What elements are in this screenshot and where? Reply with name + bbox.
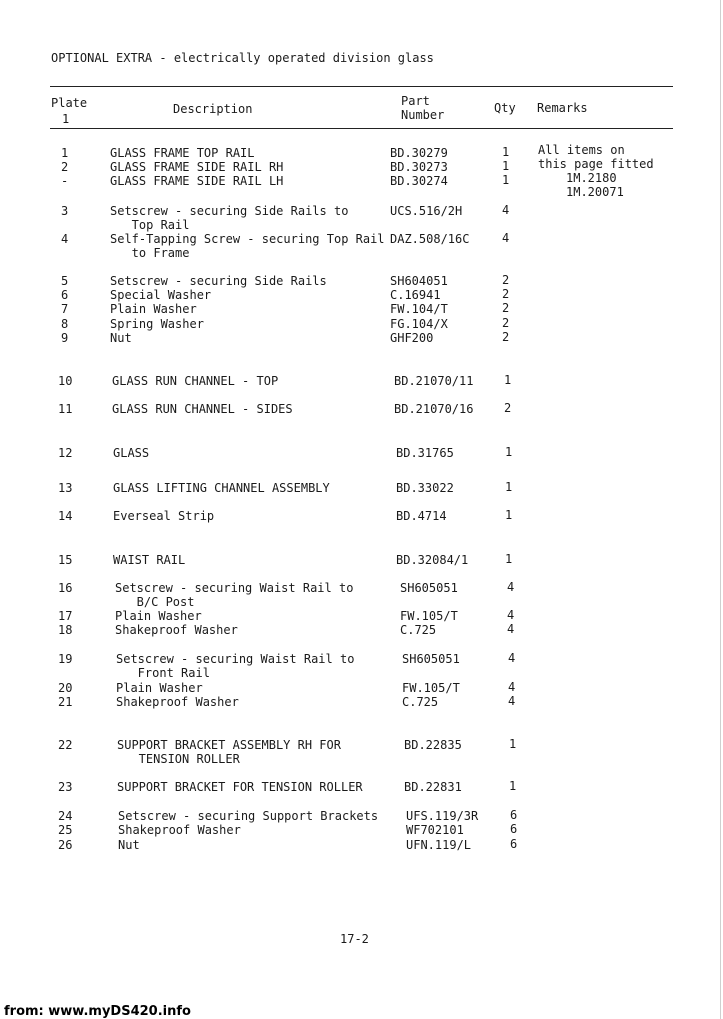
plate-number: 4 [61, 232, 69, 246]
description: Spring Washer [110, 317, 204, 331]
quantity: 4 [507, 608, 515, 622]
part-number: UCS.516/2H [390, 204, 463, 218]
plate-number: 18 [58, 623, 73, 637]
quantity: 1 [505, 480, 513, 494]
quantity: 4 [502, 203, 510, 217]
plate-number: 21 [58, 695, 73, 709]
plate-number: 22 [58, 738, 73, 752]
quantity: 1 [502, 159, 510, 173]
part-number: BD.22831 [404, 780, 462, 794]
plate-number: 3 [61, 204, 69, 218]
remarks-line: 1M.20071 [566, 185, 624, 199]
plate-number: 14 [58, 509, 73, 523]
description: GLASS FRAME SIDE RAIL LH [110, 174, 284, 188]
plate-number: 15 [58, 553, 73, 567]
part-number: BD.32084/1 [396, 553, 469, 567]
description: GLASS RUN CHANNEL - TOP [112, 374, 279, 388]
remarks-line: 1M.2180 [566, 171, 617, 185]
plate-number: 6 [61, 288, 69, 302]
description: Front Rail [116, 666, 210, 680]
header-part-number: Number [401, 108, 445, 122]
plate-number: 5 [61, 274, 69, 288]
description: Setscrew - securing Side Rails to [110, 204, 349, 218]
description: WAIST RAIL [113, 553, 186, 567]
header-part: Part [401, 94, 430, 108]
description: Shakeproof Washer [116, 695, 239, 709]
quantity: 4 [502, 231, 510, 245]
quantity: 2 [502, 273, 510, 287]
description: Self-Tapping Screw - securing Top Rail [110, 232, 385, 246]
part-number: FW.104/T [390, 302, 448, 316]
part-number: SH605051 [402, 652, 460, 666]
plate-number: 1 [61, 146, 69, 160]
quantity: 1 [505, 445, 513, 459]
quantity: 1 [504, 373, 512, 387]
plate-number: 11 [58, 402, 73, 416]
header-plate: Plate [51, 96, 88, 110]
plate-number: 25 [58, 823, 73, 837]
remarks-line: this page fitted [538, 157, 654, 171]
plate-number: 20 [58, 681, 73, 695]
part-number: C.16941 [390, 288, 441, 302]
part-number: BD.21070/11 [394, 374, 474, 388]
header-remarks: Remarks [537, 101, 588, 115]
part-number: FW.105/T [402, 681, 460, 695]
part-number: FG.104/X [390, 317, 448, 331]
description: GLASS FRAME SIDE RAIL RH [110, 160, 284, 174]
part-number: GHF200 [390, 331, 434, 345]
description: GLASS LIFTING CHANNEL ASSEMBLY [113, 481, 330, 495]
quantity: 2 [502, 316, 510, 330]
plate-number: 17 [58, 609, 73, 623]
part-number: BD.22835 [404, 738, 462, 752]
part-number: FW.105/T [400, 609, 458, 623]
quantity: 6 [510, 822, 518, 836]
quantity: 1 [509, 779, 517, 793]
description: Nut [110, 331, 132, 345]
description: Everseal Strip [113, 509, 215, 523]
description: GLASS RUN CHANNEL - SIDES [112, 402, 293, 416]
part-number: BD.21070/16 [394, 402, 474, 416]
page-edge [720, 0, 721, 1019]
part-number: DAZ.508/16C [390, 232, 470, 246]
quantity: 1 [505, 552, 513, 566]
quantity: 1 [502, 145, 510, 159]
description: Shakeproof Washer [115, 623, 238, 637]
quantity: 1 [505, 508, 513, 522]
plate-number: 13 [58, 481, 73, 495]
part-number: UFN.119/L [406, 838, 472, 852]
quantity: 2 [502, 287, 510, 301]
description: Plain Washer [115, 609, 202, 623]
description: SUPPORT BRACKET ASSEMBLY RH FOR [117, 738, 341, 752]
description: Plain Washer [116, 681, 203, 695]
part-number: WF702101 [406, 823, 464, 837]
quantity: 1 [509, 737, 517, 751]
part-number: BD.30274 [390, 174, 448, 188]
description: to Frame [110, 246, 190, 260]
part-number: C.725 [400, 623, 437, 637]
plate-number: 12 [58, 446, 73, 460]
plate-number: 23 [58, 780, 73, 794]
quantity: 2 [502, 301, 510, 315]
description: GLASS FRAME TOP RAIL [110, 146, 255, 160]
plate-number: 26 [58, 838, 73, 852]
header-description: Description [173, 102, 253, 116]
plate-number: 8 [61, 317, 69, 331]
plate-number: 2 [61, 160, 69, 174]
quantity: 4 [508, 651, 516, 665]
part-number: BD.31765 [396, 446, 454, 460]
header-rule-bottom [50, 128, 673, 129]
plate-number: - [61, 174, 69, 188]
part-number: SH605051 [400, 581, 458, 595]
quantity: 4 [507, 580, 515, 594]
description: SUPPORT BRACKET FOR TENSION ROLLER [117, 780, 363, 794]
page-title: OPTIONAL EXTRA - electrically operated division glass [51, 51, 434, 65]
plate-number: 7 [61, 302, 69, 316]
plate-number: 24 [58, 809, 73, 823]
description: Special Washer [110, 288, 212, 302]
quantity: 6 [510, 808, 518, 822]
part-number: SH604051 [390, 274, 448, 288]
description: Setscrew - securing Side Rails [110, 274, 327, 288]
quantity: 1 [502, 173, 510, 187]
remarks-line: All items on [538, 143, 625, 157]
quantity: 4 [508, 680, 516, 694]
part-number: C.725 [402, 695, 439, 709]
header-rule-top [50, 86, 673, 87]
part-number: BD.33022 [396, 481, 454, 495]
part-number: UFS.119/3R [406, 809, 479, 823]
description: Setscrew - securing Waist Rail to [116, 652, 355, 666]
quantity: 2 [502, 330, 510, 344]
part-number: BD.4714 [396, 509, 447, 523]
quantity: 2 [504, 401, 512, 415]
description: GLASS [113, 446, 150, 460]
header-plate-number: 1 [62, 112, 70, 126]
description: B/C Post [115, 595, 195, 609]
plate-number: 9 [61, 331, 69, 345]
part-number: BD.30279 [390, 146, 448, 160]
description: Shakeproof Washer [118, 823, 241, 837]
plate-number: 19 [58, 652, 73, 666]
source-footer: from: www.myDS420.info [4, 1004, 191, 1019]
description: Plain Washer [110, 302, 197, 316]
plate-number: 10 [58, 374, 73, 388]
quantity: 4 [507, 622, 515, 636]
description: Setscrew - securing Support Brackets [118, 809, 379, 823]
quantity: 6 [510, 837, 518, 851]
description: TENSION ROLLER [117, 752, 240, 766]
header-qty: Qty [494, 101, 516, 115]
quantity: 4 [508, 694, 516, 708]
description: Setscrew - securing Waist Rail to [115, 581, 354, 595]
description: Nut [118, 838, 140, 852]
part-number: BD.30273 [390, 160, 448, 174]
page-number: 17-2 [340, 932, 369, 946]
plate-number: 16 [58, 581, 73, 595]
description: Top Rail [110, 218, 190, 232]
